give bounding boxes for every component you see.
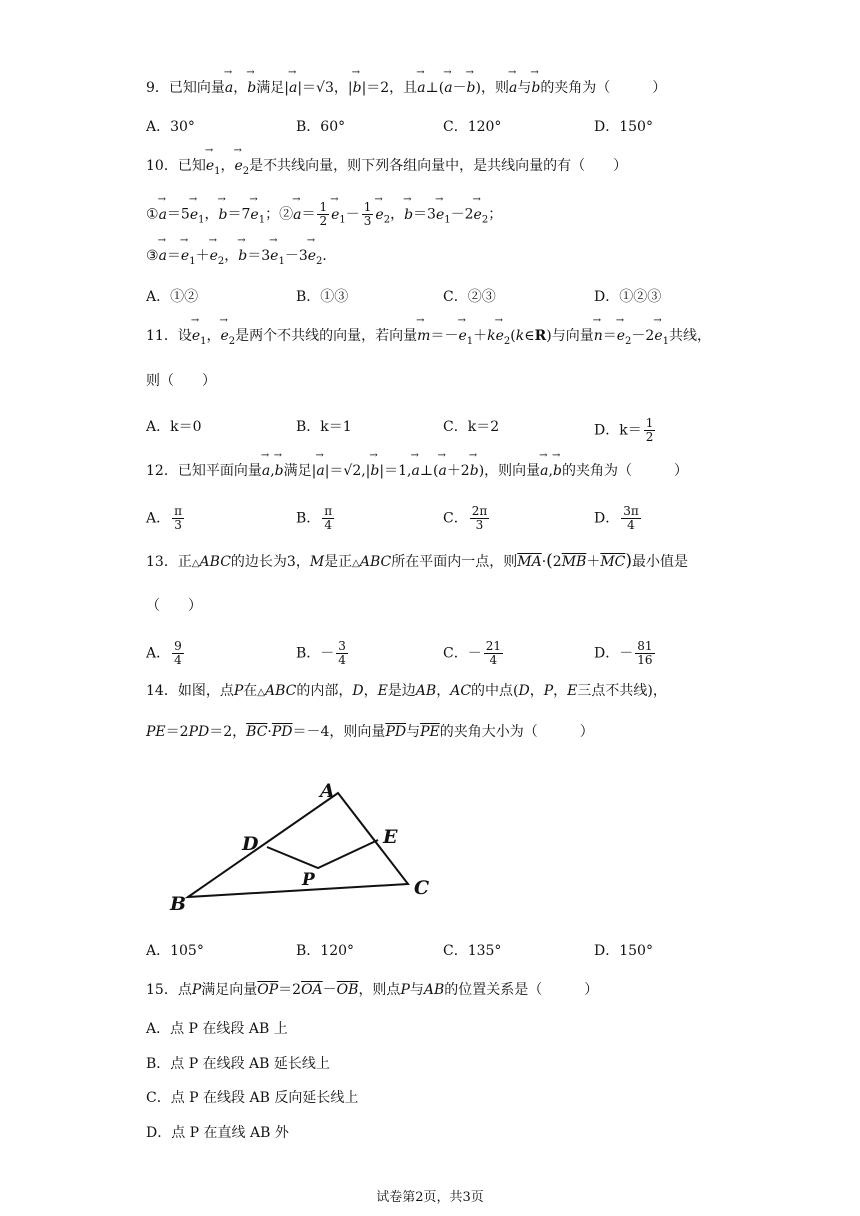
q13-options [146,639,746,667]
q9-options [146,117,746,141]
triangle-abc [188,793,408,897]
label-c: C [414,877,430,899]
q10-option-a[interactable]: A．①② [146,289,199,305]
q12-option-a[interactable]: A． $\frac{\pi}{3}$ [146,504,183,532]
page-footer: 试卷第2页，共3页 [376,1190,484,1205]
q11-option-c[interactable]: C．k＝2 [443,419,500,435]
q12-option-c[interactable]: C． $\frac{2\pi}{3}$ [443,504,488,532]
q15-option-d[interactable]: D．点 P 在直线 AB 外 [146,1125,289,1141]
q12-option-d[interactable]: D． $\frac{3\pi}{4}$ [594,504,639,532]
q13-option-c[interactable]: C．－ $\frac{21}{4}$ [443,639,501,667]
q13-option-b[interactable]: B．－ $\frac{3}{4}$ [296,639,346,667]
q14-option-d[interactable]: D．150° [594,943,653,959]
q10-option-d[interactable]: D．①②③ [594,289,662,305]
label-b: B [170,893,187,915]
q11-options [146,416,746,444]
label-a: A [320,780,335,802]
q9-option-d[interactable]: D．150° [594,119,653,135]
q14-option-b[interactable]: B．120° [296,943,355,959]
q14-option-c[interactable]: C．135° [443,943,502,959]
question-13: 13．正△ABC的边长为3，M是正△ABC所在平面内一点，则$\overline{MA}\cdot(2\overline{MB}+\overline{MC})$最小值是 [146,551,689,571]
q15-option-a[interactable]: A．点 P 在线段 AB 上 [146,1021,288,1037]
q11-continuation: 则（ ） [146,373,216,389]
question-10: 10．已知→ $e_1$，→ $e_2$是不共线向量，则下列各组向量中，是共线向量的有（ ） [146,156,627,182]
q15-option-c[interactable]: C．点 P 在线段 AB 反向延长线上 [146,1090,359,1106]
q11-option-b[interactable]: B．k＝1 [296,419,352,435]
q12-options [146,504,746,532]
q13-option-d[interactable]: D．－ $\frac{81}{16}$ [594,639,653,667]
q10-items-1-2: ①→ $a=5\to e_1$，→ $b=7\to e_1$；②→ a＝ $\frac{1}{2}$ → $e_1-$ $\frac{1}{3}$ → $e_2$，→ $b=3\to e_1-2\to e_2$； [146,201,502,230]
q13-option-a[interactable]: A． $\frac{9}{4}$ [146,639,182,667]
q11-option-d[interactable]: D．k＝ $\frac{1}{2}$ [594,416,654,444]
triangle-figure [150,770,450,920]
q10-item-3: ③→ $a=\to e_1+\to e_2$，→ $b=3\to e_1-3\to e_2$． [146,246,336,272]
q14-option-a[interactable]: A．105° [146,943,204,959]
question-15: 15．点P满足向量$\overline{OP}=2\overline{OA}-\overline{OB}$，则点P与AB的位置关系是（ ） [146,982,599,998]
q10-options [146,287,746,311]
q12-option-b[interactable]: B． $\frac{\pi}{4}$ [296,504,333,532]
triangle-lines [188,793,408,897]
q11-option-a[interactable]: A．k＝0 [146,419,202,435]
q14-options [146,941,746,965]
question-14: 14．如图，点P在△ABC的内部，D，E是边AB，AC的中点(D，P，E三点不共线)， [146,683,667,699]
q9-option-c[interactable]: C．120° [443,119,502,135]
question-12: 12．已知平面向量→ a,→ b满足|→ a|＝√2,|→ b|＝1,→ a⊥(→ a＋2→ b)，则向量→ a,→ b的夹角为（ ） [146,461,688,481]
q14-condition: PE＝2PD＝2，$\overline{BC}\cdot\overline{PD}=-4$，则向量$\overline{PD}$与$\overline{PE}$的夹角大小为（ ） [146,724,594,740]
label-e: E [383,826,398,848]
label-d: D [242,833,259,855]
question-9: 9．已知向量→ a，→ b满足|→ a|＝√3，|→ b|＝2，且→ a⊥(→ a－→ b)，则→ a与→ b的夹角为（ ） [146,78,666,98]
q13-continuation: （ ） [146,598,202,614]
q10-option-c[interactable]: C．②③ [443,289,496,305]
q10-option-b[interactable]: B．①③ [296,289,349,305]
question-11: 11．设→ $e_1$，→ $e_2$是两个不共线的向量，若向量→ $m=-\to e_1+k\to$ $e_2(k\in R)$与向量→ $n=\to e_2-2\to e_1$共线， [146,326,711,352]
q9-option-a[interactable]: A．30° [146,119,195,135]
q9-option-b[interactable]: B．60° [296,119,346,135]
segments-dpe [267,840,378,868]
label-p: P [302,870,315,890]
q15-option-b[interactable]: B．点 P 在线段 AB 延长线上 [146,1056,330,1072]
